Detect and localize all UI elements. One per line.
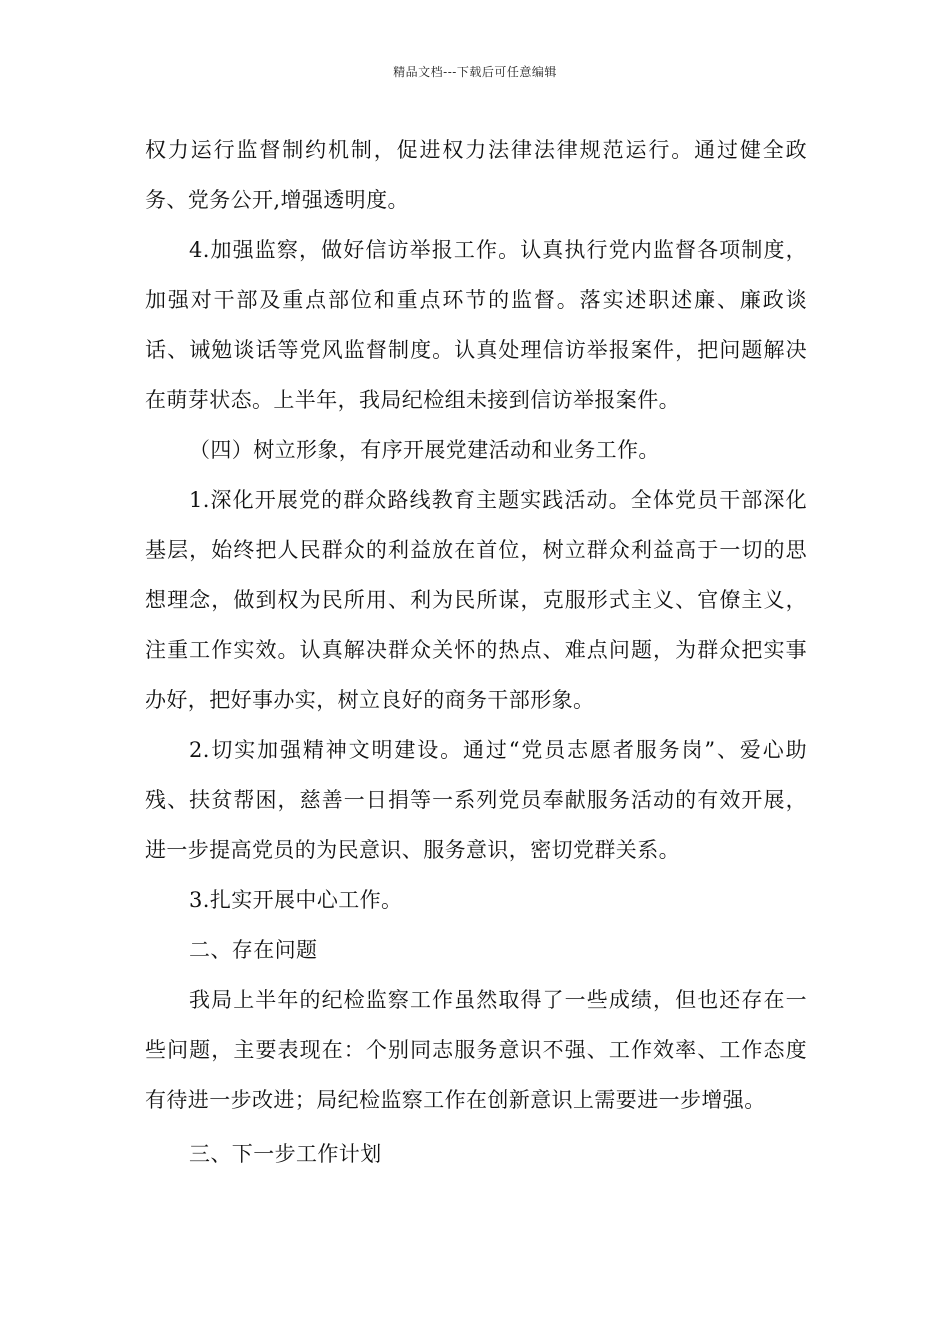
section-heading-problems: 二、存在问题: [189, 938, 318, 962]
paragraph-item-3: 3.扎实开展中心工作。: [189, 888, 403, 912]
paragraph-item-1: 1.深化开展党的群众路线教育主题实践活动。全体党员干部深化基层，始终把人民群众的利益放在首位，树立群众利益高于一切的思想理念，做到权为民所用、利为民所谋，克服形式主义、官僚主义，注重工作实效。认真解决群众关怀的热点、难点问题，为群众把实事办好，把好事办实，树立良好的商务干部形象。: [145, 488, 807, 712]
section-heading-4: （四）树立形象，有序开展党建活动和业务工作。: [189, 438, 660, 462]
paragraph-item-4: 4.加强监察，做好信访举报工作。认真执行党内监督各项制度，加强对干部及重点部位和重点环节的监督。落实述职述廉、廉政谈话、诫勉谈话等党风监督制度。认真处理信访举报案件，把问题解决在萌芽状态。上半年，我局纪检组未接到信访举报案件。: [145, 238, 807, 412]
paragraph-continuation: 权力运行监督制约机制，促进权力法律法律规范运行。通过健全政务、党务公开,增强透明度。: [145, 138, 807, 212]
section-heading-next-steps: 三、下一步工作计划: [189, 1142, 382, 1166]
document-body: [145, 125, 807, 1179]
paragraph-item-2: 2.切实加强精神文明建设。通过“党员志愿者服务岗”、爱心助残、扶贫帮困，慈善一日捐等一系列党员奉献服务活动的有效开展，进一步提高党员的为民意识、服务意识，密切党群关系。: [145, 738, 807, 862]
page-header: 精品文档---下载后可任意编辑: [393, 65, 557, 79]
paragraph-problems: 我局上半年的纪检监察工作虽然取得了一些成绩，但也还存在一些问题，主要表现在：个别同志服务意识不强、工作效率、工作态度有待进一步改进；局纪检监察工作在创新意识上需要进一步增强。: [145, 988, 807, 1112]
